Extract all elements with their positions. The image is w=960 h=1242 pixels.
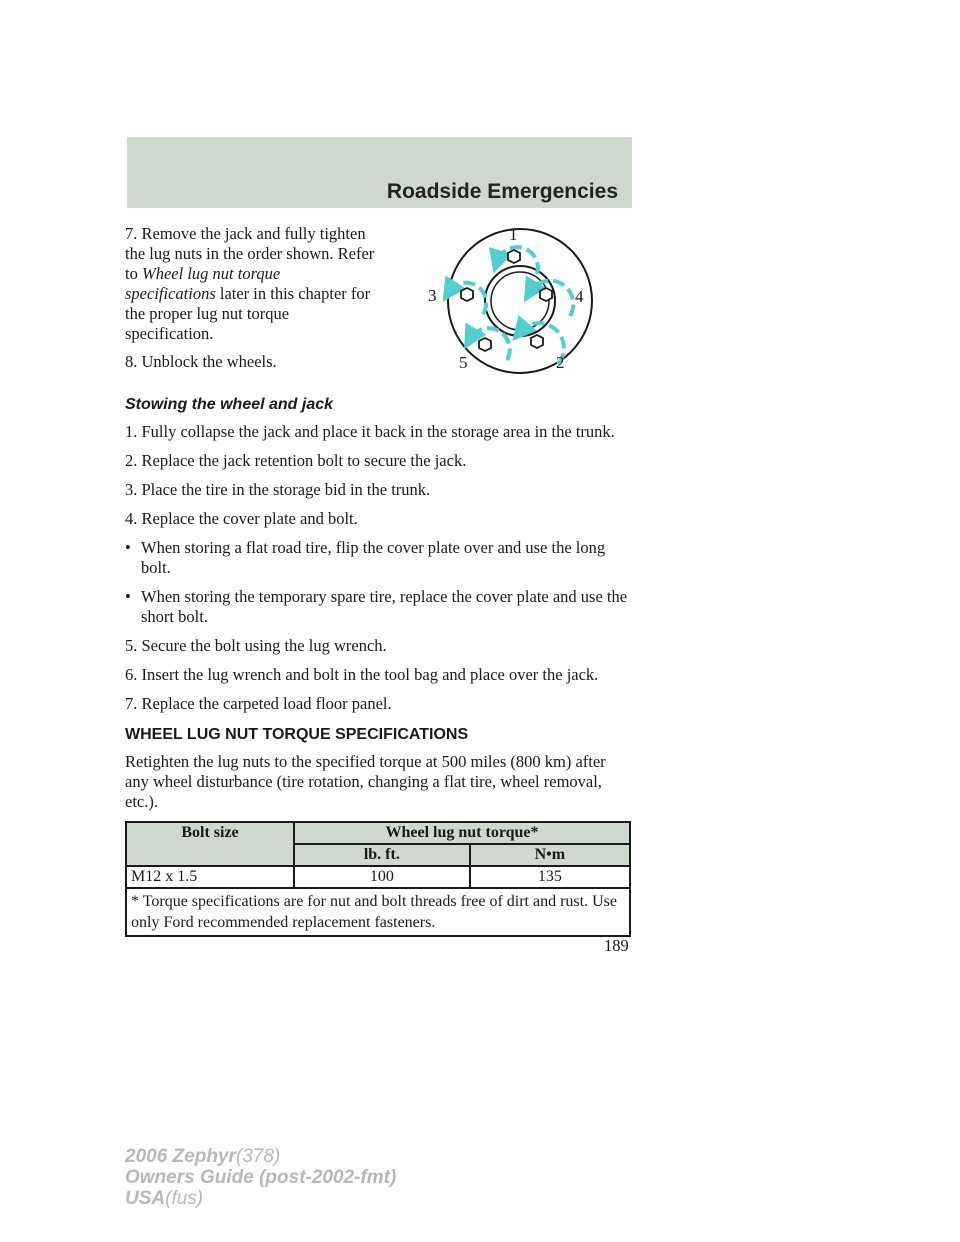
stow-step: 2. Replace the jack retention bolt to secure the jack. bbox=[125, 451, 467, 470]
torque-table bbox=[125, 821, 631, 937]
col-nm: N•m bbox=[470, 844, 630, 866]
document-footer: 2006 Zephyr(378) Owners Guide (post-2002-fmt) USA(fus) bbox=[125, 1146, 397, 1209]
stow-step: 6. Insert the lug wrench and bolt in the tool bag and place over the jack. bbox=[125, 665, 599, 684]
cell-nm: 135 bbox=[470, 866, 630, 888]
wheel-rim bbox=[448, 229, 592, 373]
cell-bolt: M12 x 1.5 bbox=[126, 866, 294, 888]
bullet-icon: • bbox=[125, 538, 131, 557]
col-lbft: lb. ft. bbox=[294, 844, 470, 866]
torque-paragraph: Retighten the lug nuts to the specified torque at 500 miles (800 km) after any wheel disturbance (tire rotation, changing a flat tire, wheel removal, etc.). bbox=[125, 752, 606, 811]
col-bolt-size: Bolt size bbox=[126, 822, 294, 866]
lug-arrow-3 bbox=[449, 283, 486, 314]
table-footnote: * Torque specifications are for nut and bolt threads free of dirt and rust. Use only Ford recommended replacement fasteners. bbox=[126, 888, 630, 936]
stowing-heading: Stowing the wheel and jack bbox=[125, 396, 334, 413]
lug-label-3: 3 bbox=[428, 286, 437, 305]
stow-step: 5. Secure the bolt using the lug wrench. bbox=[125, 636, 387, 655]
step-8: 8. Unblock the wheels. bbox=[125, 352, 277, 371]
page-number: 189 bbox=[604, 936, 629, 955]
stow-bullet: • When storing a flat road tire, flip the cover plate over and use the long bolt. bbox=[125, 538, 606, 577]
cell-lbft: 100 bbox=[294, 866, 470, 888]
torque-heading: WHEEL LUG NUT TORQUE SPECIFICATIONS bbox=[125, 726, 469, 743]
lug-label-4: 4 bbox=[575, 287, 584, 306]
intro-steps bbox=[125, 224, 375, 380]
bullet-icon: • bbox=[125, 587, 131, 606]
cross-reference-link[interactable]: Wheel lug nut torque specifications bbox=[125, 264, 281, 303]
lug-label-2: 2 bbox=[556, 353, 565, 372]
lug-label-5: 5 bbox=[459, 353, 468, 372]
stow-step: 7. Replace the carpeted load floor panel. bbox=[125, 694, 392, 713]
col-torque: Wheel lug nut torque* bbox=[294, 822, 630, 844]
stow-step: 3. Place the tire in the storage bid in the trunk. bbox=[125, 480, 431, 499]
lug-arrow-5 bbox=[470, 328, 510, 360]
stow-step: 1. Fully collapse the jack and place it back in the storage area in the trunk. bbox=[125, 422, 615, 441]
table-row bbox=[126, 866, 630, 888]
chapter-title: Roadside Emergencies bbox=[386, 180, 618, 203]
lug-label-1: 1 bbox=[509, 225, 518, 244]
step-7: 7. Remove the jack and fully tighten the lug nuts in the order shown. Refer to Wheel lug nut torque specifications later in this chapter for the proper lug nut torque specification. bbox=[125, 224, 375, 343]
lug-nut-order-diagram bbox=[425, 222, 600, 377]
chapter-header-band bbox=[127, 137, 632, 208]
stow-bullet: • When storing the temporary spare tire, replace the cover plate and use the short bolt. bbox=[125, 587, 628, 626]
stow-step: 4. Replace the cover plate and bolt. bbox=[125, 509, 358, 528]
main-content bbox=[125, 396, 633, 937]
